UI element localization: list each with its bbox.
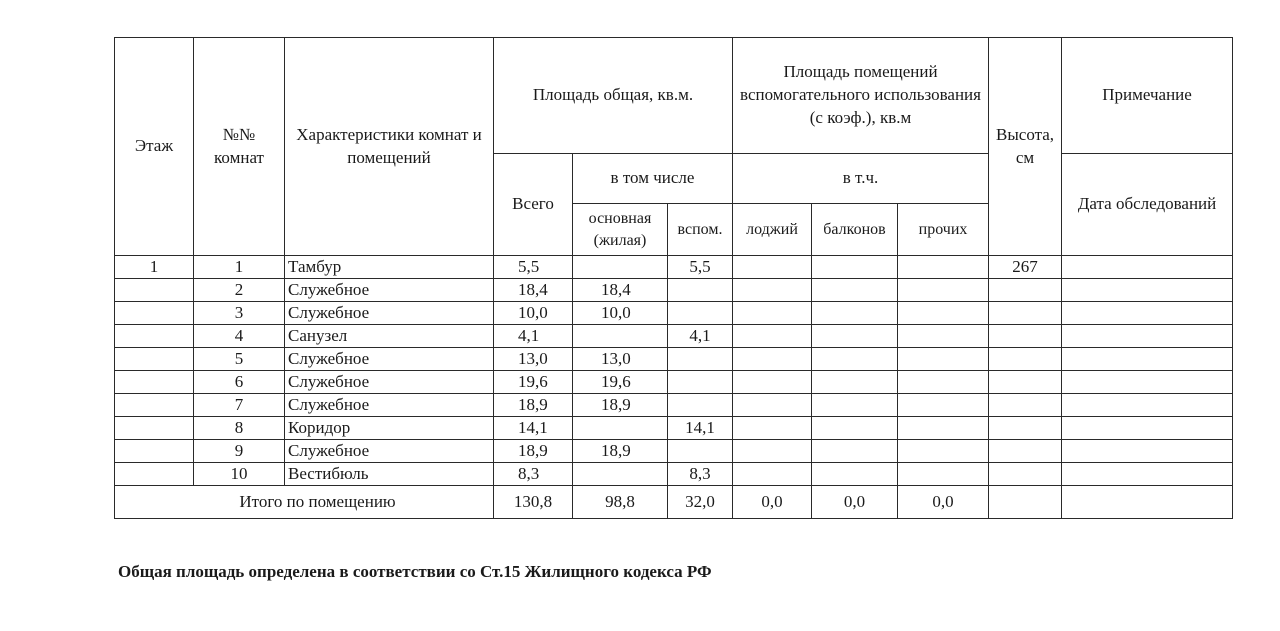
cell-note xyxy=(1062,463,1233,486)
table-row xyxy=(115,256,1233,279)
cell-height xyxy=(989,440,1062,463)
cell-room-name: Вестибюль xyxy=(285,463,494,486)
cell-height xyxy=(989,302,1062,325)
cell-other xyxy=(898,394,989,417)
cell-loggias xyxy=(733,417,812,440)
cell-room-number: 6 xyxy=(194,371,285,394)
cell-aux-area: 8,3 xyxy=(668,463,733,486)
cell-note xyxy=(1062,417,1233,440)
cell-other xyxy=(898,417,989,440)
header-total-area: Площадь общая, кв.м. xyxy=(494,38,733,154)
cell-balconies xyxy=(812,417,898,440)
cell-floor xyxy=(115,371,194,394)
cell-room-number: 2 xyxy=(194,279,285,302)
table-row xyxy=(115,348,1233,371)
header-height: Высота, см xyxy=(989,38,1062,256)
cell-balconies xyxy=(812,325,898,348)
cell-room-number: 5 xyxy=(194,348,285,371)
cell-note xyxy=(1062,302,1233,325)
totals-other: 0,0 xyxy=(898,486,989,519)
cell-loggias xyxy=(733,394,812,417)
cell-aux-area: 5,5 xyxy=(668,256,733,279)
cell-floor xyxy=(115,302,194,325)
cell-main-area: 18,9 xyxy=(573,394,668,417)
cell-main-area: 13,0 xyxy=(573,348,668,371)
cell-room-name: Санузел xyxy=(285,325,494,348)
cell-balconies xyxy=(812,279,898,302)
totals-loggias: 0,0 xyxy=(733,486,812,519)
cell-aux-area: 14,1 xyxy=(668,417,733,440)
cell-loggias xyxy=(733,325,812,348)
cell-total-area: 14,1 xyxy=(494,417,573,440)
cell-other xyxy=(898,279,989,302)
table-row xyxy=(115,417,1233,440)
cell-room-number: 7 xyxy=(194,394,285,417)
cell-room-number: 9 xyxy=(194,440,285,463)
cell-height: 267 xyxy=(989,256,1062,279)
cell-aux-area xyxy=(668,302,733,325)
header-room-number: №№ комнат xyxy=(194,38,285,256)
table-row xyxy=(115,325,1233,348)
cell-note xyxy=(1062,440,1233,463)
cell-note xyxy=(1062,256,1233,279)
cell-balconies xyxy=(812,302,898,325)
cell-balconies xyxy=(812,348,898,371)
table-row xyxy=(115,394,1233,417)
cell-total-area: 8,3 xyxy=(494,463,573,486)
cell-other xyxy=(898,302,989,325)
cell-note xyxy=(1062,348,1233,371)
header-incl-short: в т.ч. xyxy=(733,154,989,204)
header-including: в том числе xyxy=(573,154,733,204)
cell-main-area xyxy=(573,463,668,486)
header-characteristics: Характеристики комнат и помещений xyxy=(285,38,494,256)
header-survey-date: Дата обследований xyxy=(1062,154,1233,256)
cell-floor xyxy=(115,440,194,463)
cell-loggias xyxy=(733,348,812,371)
cell-balconies xyxy=(812,394,898,417)
cell-floor: 1 xyxy=(115,256,194,279)
cell-room-name: Служебное xyxy=(285,371,494,394)
cell-height xyxy=(989,394,1062,417)
table-row xyxy=(115,440,1233,463)
totals-balconies: 0,0 xyxy=(812,486,898,519)
cell-other xyxy=(898,371,989,394)
cell-room-name: Коридор xyxy=(285,417,494,440)
header-total: Всего xyxy=(494,154,573,256)
totals-label: Итого по помещению xyxy=(115,486,494,519)
cell-height xyxy=(989,348,1062,371)
cell-room-number: 4 xyxy=(194,325,285,348)
cell-other xyxy=(898,463,989,486)
cell-floor xyxy=(115,463,194,486)
table-row xyxy=(115,302,1233,325)
cell-aux-area xyxy=(668,371,733,394)
cell-floor xyxy=(115,279,194,302)
header-main-living: основная (жилая) xyxy=(573,204,668,256)
header-aux-area: Площадь помещений вспомогательного использования (с коэф.), кв.м xyxy=(733,38,989,154)
cell-main-area: 19,6 xyxy=(573,371,668,394)
floor-area-table xyxy=(114,37,1233,519)
cell-room-name: Служебное xyxy=(285,279,494,302)
totals-main-area: 98,8 xyxy=(573,486,668,519)
table-row xyxy=(115,371,1233,394)
cell-total-area: 18,9 xyxy=(494,394,573,417)
cell-other xyxy=(898,348,989,371)
cell-balconies xyxy=(812,463,898,486)
cell-height xyxy=(989,417,1062,440)
cell-total-area: 4,1 xyxy=(494,325,573,348)
cell-room-number: 10 xyxy=(194,463,285,486)
cell-aux-area xyxy=(668,348,733,371)
cell-balconies xyxy=(812,440,898,463)
cell-note xyxy=(1062,371,1233,394)
totals-aux-area: 32,0 xyxy=(668,486,733,519)
cell-room-name: Служебное xyxy=(285,348,494,371)
cell-balconies xyxy=(812,371,898,394)
cell-main-area: 18,4 xyxy=(573,279,668,302)
cell-loggias xyxy=(733,279,812,302)
cell-height xyxy=(989,463,1062,486)
table-row xyxy=(115,279,1233,302)
header-floor: Этаж xyxy=(115,38,194,256)
header-aux: вспом. xyxy=(668,204,733,256)
cell-loggias xyxy=(733,302,812,325)
cell-floor xyxy=(115,417,194,440)
cell-room-number: 3 xyxy=(194,302,285,325)
cell-total-area: 13,0 xyxy=(494,348,573,371)
cell-other xyxy=(898,325,989,348)
cell-total-area: 5,5 xyxy=(494,256,573,279)
cell-floor xyxy=(115,394,194,417)
cell-note xyxy=(1062,394,1233,417)
cell-total-area: 10,0 xyxy=(494,302,573,325)
cell-aux-area xyxy=(668,440,733,463)
cell-other xyxy=(898,256,989,279)
header-other: прочих xyxy=(898,204,989,256)
cell-height xyxy=(989,325,1062,348)
totals-height xyxy=(989,486,1062,519)
cell-height xyxy=(989,371,1062,394)
cell-balconies xyxy=(812,256,898,279)
cell-main-area: 10,0 xyxy=(573,302,668,325)
cell-main-area: 18,9 xyxy=(573,440,668,463)
cell-loggias xyxy=(733,371,812,394)
cell-total-area: 18,4 xyxy=(494,279,573,302)
header-loggias: лоджий xyxy=(733,204,812,256)
cell-aux-area xyxy=(668,279,733,302)
cell-room-name: Служебное xyxy=(285,302,494,325)
cell-floor xyxy=(115,325,194,348)
cell-aux-area: 4,1 xyxy=(668,325,733,348)
table-row xyxy=(115,463,1233,486)
cell-floor xyxy=(115,348,194,371)
cell-aux-area xyxy=(668,394,733,417)
footnote: Общая площадь определена в соответствии со Ст.15 Жилищного кодекса РФ xyxy=(118,562,712,581)
cell-room-name: Тамбур xyxy=(285,256,494,279)
cell-other xyxy=(898,440,989,463)
cell-room-number: 1 xyxy=(194,256,285,279)
cell-note xyxy=(1062,279,1233,302)
cell-note xyxy=(1062,325,1233,348)
totals-row xyxy=(115,486,1233,519)
cell-height xyxy=(989,279,1062,302)
cell-room-name: Служебное xyxy=(285,394,494,417)
cell-total-area: 19,6 xyxy=(494,371,573,394)
cell-main-area xyxy=(573,417,668,440)
cell-loggias xyxy=(733,440,812,463)
totals-total-area: 130,8 xyxy=(494,486,573,519)
cell-main-area xyxy=(573,325,668,348)
header-note: Примечание xyxy=(1062,38,1233,154)
cell-loggias xyxy=(733,256,812,279)
cell-loggias xyxy=(733,463,812,486)
totals-note xyxy=(1062,486,1233,519)
cell-total-area: 18,9 xyxy=(494,440,573,463)
header-balconies: балконов xyxy=(812,204,898,256)
cell-room-number: 8 xyxy=(194,417,285,440)
cell-main-area xyxy=(573,256,668,279)
cell-room-name: Служебное xyxy=(285,440,494,463)
